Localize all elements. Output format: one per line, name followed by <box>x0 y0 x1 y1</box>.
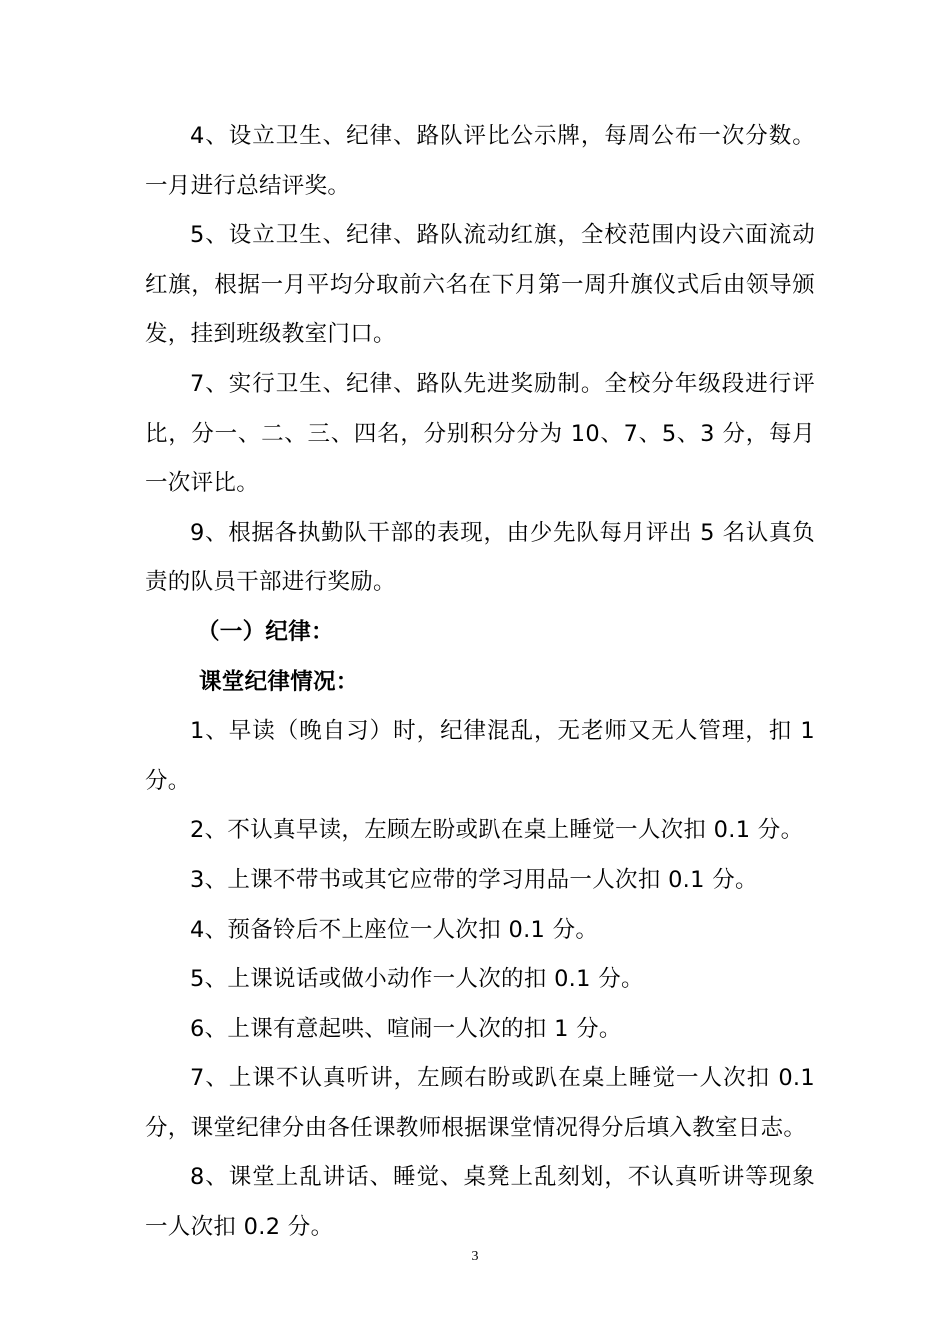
page-number: 3 <box>471 1249 479 1264</box>
paragraph-9: 9、根据各执勤队干部的表现，由少先队每月评出 5 名认真负责的队员干部进行奖励。 <box>145 519 815 596</box>
rule-item: 2、不认真早读，左顾左盼或趴在桌上睡觉一人次扣 0.1 分。 <box>190 817 804 844</box>
paragraph-7: 7、实行卫生、纪律、路队先进奖励制。全校分年级段进行评比，分一、二、三、四名，分别积分分为 10、7、5、3 分，每月一次评比。 <box>145 370 815 497</box>
rule-item: 7、上课不认真听讲，左顾右盼或趴在桌上睡觉一人次扣 0.1 分，课堂纪律分由各任课教师根据课堂情况得分后填入教室日志。 <box>145 1065 815 1141</box>
rule-item: 6、上课有意起哄、喧闹一人次的扣 1 分。 <box>190 1015 622 1042</box>
paragraph-4: 4、设立卫生、纪律、路队评比公示牌，每周公布一次分数。一月进行总结评奖。 <box>145 123 815 199</box>
rule-item: 8、课堂上乱讲话、睡觉、桌凳上乱刻划，不认真听讲等现象一人次扣 0.2 分。 <box>145 1164 815 1241</box>
document-body <box>145 112 815 1253</box>
rule-item: 1、早读（晚自习）时，纪律混乱，无老师又无人管理，扣 1 分。 <box>145 718 815 794</box>
rule-item: 5、上课说话或做小动作一人次的扣 0.1 分。 <box>190 966 644 993</box>
rule-item: 3、上课不带书或其它应带的学习用品一人次扣 0.1 分。 <box>190 866 758 893</box>
section-heading: （一）纪律： <box>197 618 334 645</box>
paragraph-5: 5、设立卫生、纪律、路队流动红旗，全校范围内设六面流动红旗，根据一月平均分取前六名在下月第一周升旗仪式后由领导颁发，挂到班级教室门口。 <box>145 222 815 348</box>
rule-item: 4、预备铃后不上座位一人次扣 0.1 分。 <box>190 916 599 943</box>
subsection-heading: 课堂纪律情况： <box>199 668 359 695</box>
